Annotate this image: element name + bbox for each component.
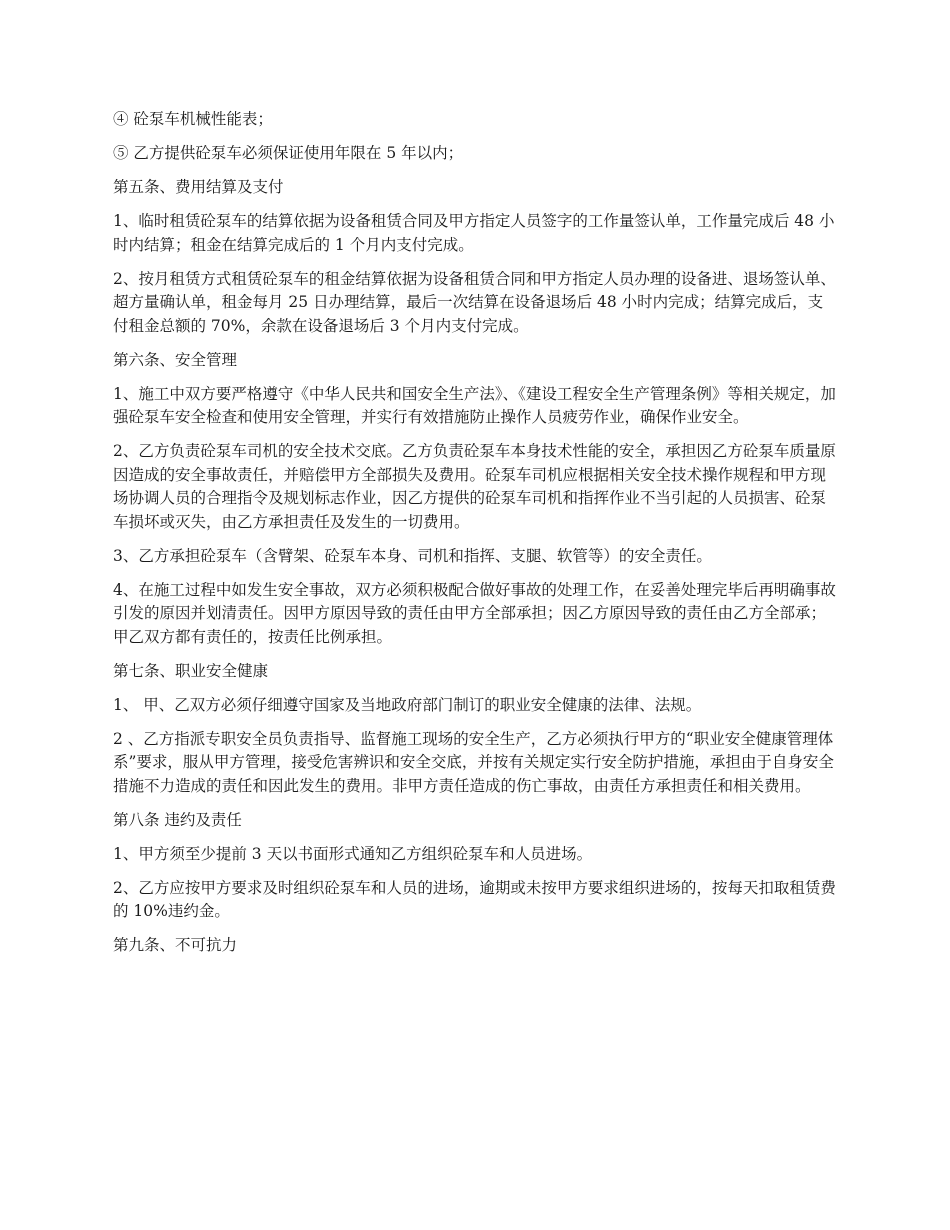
paragraph-monthly-rental-settlement: 2、按月租赁方式租赁砼泵车的租金结算依据为设备租赁合同和甲方指定人员办理的设备进、退场签认单、超方量确认单，租金每月 25 日办理结算，最后一次结算在设备退场后 48 小时内完成；结算完成后，支付租金总额的 70%，余款在设备退场后 3 个月内支付完成。 bbox=[113, 269, 836, 335]
paragraph-advance-notice: 1、甲方须至少提前 3 天以书面形式通知乙方组织砼泵车和人员进场。 bbox=[113, 844, 593, 863]
paragraph-temp-rental-settlement: 1、临时租赁砼泵车的结算依据为设备租赁合同及甲方指定人员签字的工作量签认单，工作量完成后 48 小时内结算；租金在结算完成后的 1 个月内支付完成。 bbox=[113, 212, 835, 254]
paragraph-pump-safety-responsibility: 3、乙方承担砼泵车（含臂架、砼泵车本身、司机和指挥、支腿、软管等）的安全责任。 bbox=[113, 546, 712, 565]
paragraph-late-penalty: 2、乙方应按甲方要求及时组织砼泵车和人员的进场，逾期或未按甲方要求组织进场的，按每天扣取租赁费的 10%违约金。 bbox=[113, 878, 836, 920]
section-heading-article-5: 第五条、费用结算及支付 bbox=[113, 178, 284, 196]
section-heading-article-7: 第七条、职业安全健康 bbox=[113, 661, 269, 680]
list-item-service-years: ⑤ 乙方提供砼泵车必须保证使用年限在 5 年以内； bbox=[113, 144, 464, 162]
paragraph-safety-officer: 2 、乙方指派专职安全员负责指导、监督施工现场的安全生产，乙方必须执行甲方的“职业安全健康管理体系”要求，服从甲方管理，接受危害辨识和安全交底，并按有关规定实行安全防护措施，承担由于自身安全措施不力造成的责任和因此发生的费用。非甲方责任造成的伤亡事故，由责任方承担责任和相关费用。 bbox=[113, 729, 834, 795]
paragraph-occupational-laws: 1、 甲、乙双方必须仔细遵守国家及当地政府部门制订的职业安全健康的法律、法规。 bbox=[113, 695, 702, 714]
section-heading-article-8: 第八条 违约及责任 bbox=[113, 810, 242, 829]
paragraph-safety-laws: 1、施工中双方要严格遵守《中华人民共和国安全生产法》、《建设工程安全生产管理条例》等相关规定，加强砼泵车安全检查和使用安全管理，并实行有效措施防止操作人员疲劳作业，确保作业安全。 bbox=[113, 384, 836, 426]
list-item-pump-performance: ④ 砼泵车机械性能表； bbox=[113, 110, 273, 128]
paragraph-driver-safety: 2、乙方负责砼泵车司机的安全技术交底。乙方负责砼泵车本身技术性能的安全，承担因乙方砼泵车质量原因造成的安全事故责任，并赔偿甲方全部损失及费用。砼泵车司机应根据相关安全技术操作规程和甲方现场协调人员的合理指令及规划标志作业，因乙方提供的砼泵车司机和指挥作业不当引起的人员损害、砼泵车损坏或灭失，由乙方承担责任及发生的一切费用。 bbox=[113, 442, 836, 531]
document-body bbox=[113, 108, 838, 968]
section-heading-article-6: 第六条、安全管理 bbox=[113, 350, 238, 369]
paragraph-accident-handling: 4、在施工过程中如发生安全事故，双方必须积极配合做好事故的处理工作，在妥善处理完毕后再明确事故引发的原因并划清责任。因甲方原因导致的责任由甲方全部承担；因乙方原因导致的责任由乙方全部承；甲乙双方都有责任的，按责任比例承担。 bbox=[113, 580, 836, 646]
section-heading-article-9: 第九条、不可抗力 bbox=[113, 936, 238, 954]
